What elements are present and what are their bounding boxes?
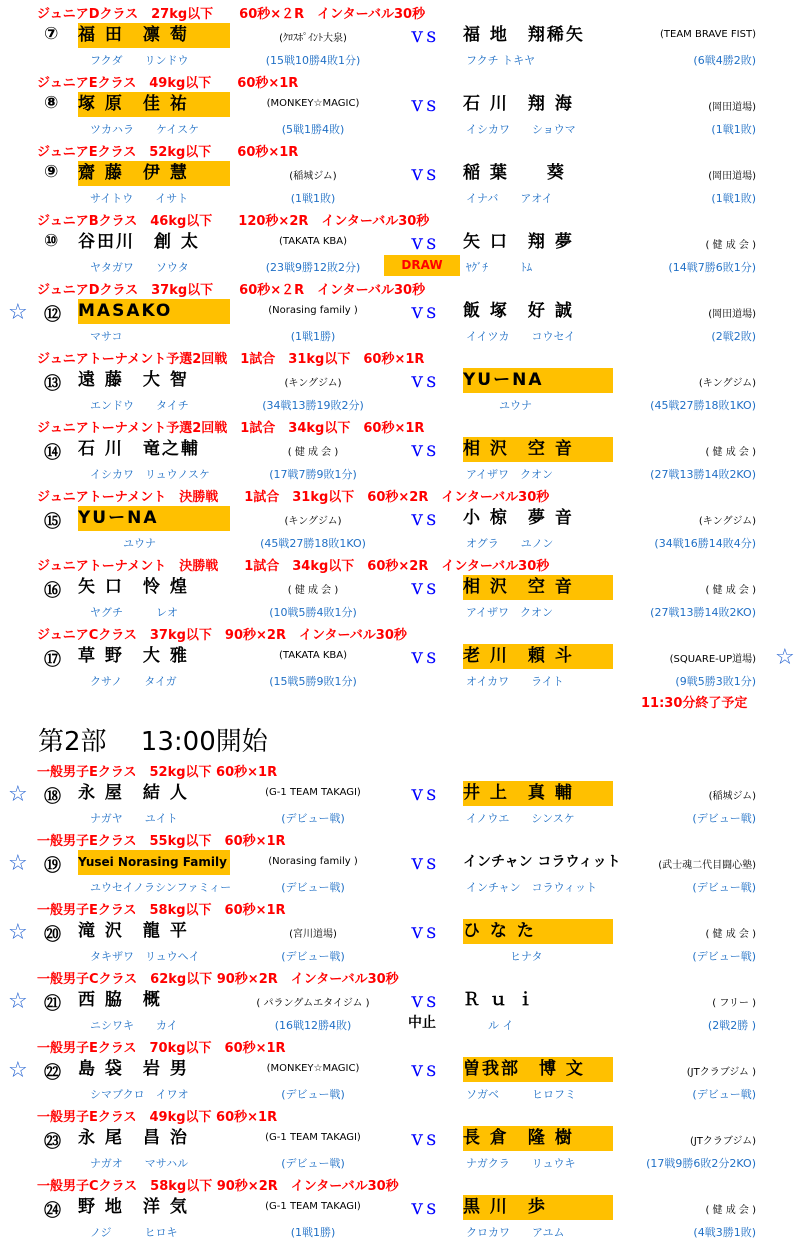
vs-label: ＶＳ xyxy=(410,582,438,598)
left-fighter-team: ( パラングムエタイジム ) xyxy=(256,998,370,1009)
left-fighter-kana: クサノ タイガ xyxy=(90,675,177,688)
right-fighter-name: 相 沢 空 音 xyxy=(463,575,613,600)
right-fighter-kana: イノウエ シンスケ xyxy=(466,812,575,825)
vs-label: ＶＳ xyxy=(410,237,438,253)
right-fighter-name: 井 上 真 輔 xyxy=(463,781,613,806)
left-fighter-kana: イシカワ リュウノスケ xyxy=(90,468,210,481)
right-fighter-name: 矢 口 翔 夢 xyxy=(463,232,574,252)
bout-number: ⑭ xyxy=(44,443,61,463)
left-fighter-team: (Norasing family ) xyxy=(268,856,358,867)
bout-row xyxy=(0,555,798,624)
result-label: DRAW xyxy=(384,255,460,276)
left-fighter-name: 遠 藤 大 智 xyxy=(78,370,189,390)
right-fighter-kana: フクチ トキヤ xyxy=(466,54,536,67)
bout-row xyxy=(0,1175,798,1244)
left-fighter-record: (45戦27勝18敗1KO) xyxy=(260,537,366,550)
bout-class-label: 一般男子Eクラス 52kg以下 60秒×1R xyxy=(37,765,278,780)
bout-class-label: 一般男子Eクラス 70kg以下 60秒×1R xyxy=(37,1041,286,1056)
bout-row xyxy=(0,279,798,348)
right-fighter-kana: イナバ アオイ xyxy=(466,192,553,205)
vs-label: ＶＳ xyxy=(410,995,438,1011)
right-fighter-name: 福 地 翔稀矢 xyxy=(463,25,585,45)
bout-number: ⑰ xyxy=(44,650,61,670)
left-fighter-name: 野 地 洋 気 xyxy=(78,1197,189,1217)
bout-row xyxy=(0,1037,798,1106)
vs-label: ＶＳ xyxy=(410,1202,438,1218)
vs-label: ＶＳ xyxy=(410,306,438,322)
left-fighter-record: (15戦10勝4敗1分) xyxy=(265,54,361,67)
right-fighter-team: (キングジム) xyxy=(698,516,756,527)
vs-label: ＶＳ xyxy=(410,1133,438,1149)
left-fighter-name: 矢 口 怜 煌 xyxy=(78,577,189,597)
right-fighter-kana: ナガクラ リュウキ xyxy=(466,1157,576,1170)
left-fighter-team: (TAKATA KBA) xyxy=(278,650,348,661)
vs-label: ＶＳ xyxy=(410,1064,438,1080)
bout-row xyxy=(0,486,798,555)
bout-row xyxy=(0,761,798,830)
section-title: 第2部 13:00開始 xyxy=(38,727,268,757)
bout-class-label: 一般男子Eクラス 49kg以下 60秒×1R xyxy=(37,1110,278,1125)
vs-label: ＶＳ xyxy=(410,857,438,873)
left-fighter-team: (ｸﾛｽﾎﾟｲﾝﾄ大泉) xyxy=(279,33,347,44)
left-fighter-record: (デビュー戦) xyxy=(281,1088,345,1101)
star-icon: ☆ xyxy=(8,851,28,876)
left-fighter-kana: シマブクロ イワオ xyxy=(90,1088,189,1101)
left-fighter-name: 永 屋 結 人 xyxy=(78,783,189,803)
bout-class-label: ジュニアトーナメント 決勝戦 1試合 31kg以下 60秒×2R インターバル30秒 xyxy=(37,490,550,505)
left-fighter-name: Yusei Norasing Family xyxy=(78,850,230,875)
bout-class-label: ジュニアDクラス 37kg以下 60秒×２R インターバル30秒 xyxy=(37,283,426,298)
right-fighter-team: ( 健 成 会 ) xyxy=(705,585,756,596)
left-fighter-kana: マサコ xyxy=(90,330,123,343)
vs-label: ＶＳ xyxy=(410,444,438,460)
left-fighter-record: (デビュー戦) xyxy=(281,1157,345,1170)
vs-label: ＶＳ xyxy=(410,99,438,115)
bout-row xyxy=(0,624,798,693)
left-fighter-name: 石 川 竜之輔 xyxy=(78,439,200,459)
left-fighter-name: 滝 沢 龍 平 xyxy=(78,921,189,941)
bout-row xyxy=(0,348,798,417)
bout-row xyxy=(0,899,798,968)
bout-row xyxy=(0,3,798,72)
right-fighter-team: ( 健 成 会 ) xyxy=(705,240,756,251)
bout-number: ⑦ xyxy=(44,24,59,44)
end-time-note: 11:30分終了予定 xyxy=(641,696,748,711)
right-fighter-name: ひ な た xyxy=(463,919,613,944)
right-fighter-name: 老 川 頼 斗 xyxy=(463,644,613,669)
bout-class-label: ジュニアトーナメント 決勝戦 1試合 34kg以下 60秒×2R インターバル30秒 xyxy=(37,559,550,574)
right-fighter-name: 小 椋 夢 音 xyxy=(463,508,574,528)
right-fighter-record: (2戦2勝 ) xyxy=(707,1019,756,1032)
right-fighter-name: 長 倉 隆 樹 xyxy=(463,1126,613,1151)
right-fighter-kana: ル イ xyxy=(466,1019,514,1032)
right-fighter-kana: アイザワ クオン xyxy=(466,468,554,481)
bout-number: ㉔ xyxy=(44,1201,61,1221)
left-fighter-kana: ツカハラ ケイスケ xyxy=(90,123,200,136)
right-fighter-record: (デビュー戦) xyxy=(692,812,756,825)
left-fighter-kana: サイトウ イサト xyxy=(90,192,189,205)
bout-class-label: 一般男子Eクラス 55kg以下 60秒×1R xyxy=(37,834,286,849)
right-fighter-team: (武士魂二代目闘心塾) xyxy=(658,860,756,871)
right-fighter-kana: アイザワ クオン xyxy=(466,606,554,619)
right-fighter-record: (6戦4勝2敗) xyxy=(693,54,756,67)
left-fighter-team: (G-1 TEAM TAKAGI) xyxy=(265,1201,361,1212)
right-fighter-record: (デビュー戦) xyxy=(692,950,756,963)
bout-number: ⑳ xyxy=(44,925,61,945)
right-fighter-record: (27戦13勝14敗2KO) xyxy=(650,468,756,481)
vs-label: ＶＳ xyxy=(410,788,438,804)
left-fighter-name: 塚 原 佳 祐 xyxy=(78,92,230,117)
left-fighter-team: (稲城ジム) xyxy=(289,171,337,182)
bout-class-label: ジュニアトーナメント予選2回戦 1試合 34kg以下 60秒×1R xyxy=(37,421,425,436)
bout-number: ⑩ xyxy=(44,231,59,251)
left-fighter-team: (宮川道場) xyxy=(289,929,337,940)
right-fighter-team: (SQUARE-UP道場) xyxy=(669,654,756,665)
left-fighter-kana: エンドウ タイチ xyxy=(90,399,189,412)
star-icon: ☆ xyxy=(8,300,28,325)
left-fighter-record: (16戦12勝4敗) xyxy=(274,1019,352,1032)
left-fighter-team: (TAKATA KBA) xyxy=(278,236,348,247)
right-fighter-record: (1戦1敗) xyxy=(711,192,756,205)
bout-class-label: ジュニアBクラス 46kg以下 120秒×2R インターバル30秒 xyxy=(37,214,430,229)
right-fighter-kana: オグラ ユノン xyxy=(466,537,554,550)
left-fighter-team: (Norasing family ) xyxy=(268,305,358,316)
right-fighter-name: 飯 塚 好 誠 xyxy=(463,301,574,321)
right-fighter-team: ( 健 成 会 ) xyxy=(705,447,756,458)
right-fighter-record: (デビュー戦) xyxy=(692,1088,756,1101)
right-fighter-kana: クロカワ アユム xyxy=(466,1226,565,1239)
left-fighter-record: (1戦1勝) xyxy=(290,1226,336,1239)
bout-number: ⑨ xyxy=(44,162,59,182)
vs-label: ＶＳ xyxy=(410,375,438,391)
vs-label: ＶＳ xyxy=(410,513,438,529)
right-fighter-team: (JTクラブジム ) xyxy=(686,1067,756,1078)
left-fighter-kana: ユウナ xyxy=(90,537,156,550)
star-icon: ☆ xyxy=(8,782,28,807)
bout-number: ⑫ xyxy=(44,305,61,325)
vs-label: ＶＳ xyxy=(410,651,438,667)
bout-class-label: 一般男子Cクラス 62kg以下 90秒×2R インターバル30秒 xyxy=(37,972,399,987)
left-fighter-team: (MONKEY☆MAGIC) xyxy=(266,1063,360,1074)
left-fighter-record: (デビュー戦) xyxy=(281,950,345,963)
left-fighter-team: ( 健 成 会 ) xyxy=(287,447,339,458)
result-label: 中止 xyxy=(408,1015,436,1031)
bout-number: ⑯ xyxy=(44,581,61,601)
left-fighter-team: (MONKEY☆MAGIC) xyxy=(266,98,360,109)
bout-number: ⑮ xyxy=(44,512,61,532)
star-icon: ☆ xyxy=(775,645,795,670)
left-fighter-record: (10戦5勝4敗1分) xyxy=(269,606,357,619)
right-fighter-team: ( フリー ) xyxy=(712,998,756,1009)
right-fighter-name: 曽我部 博 文 xyxy=(463,1057,613,1082)
bout-number: ㉑ xyxy=(44,994,61,1014)
right-fighter-kana: イイツカ コウセイ xyxy=(466,330,576,343)
right-fighter-name: YUーNA xyxy=(463,368,613,393)
left-fighter-name: 西 脇 概 xyxy=(78,990,162,1010)
left-fighter-record: (23戦9勝12敗2分) xyxy=(265,261,361,274)
left-fighter-kana: ニシワキ カイ xyxy=(90,1019,178,1032)
right-fighter-kana: ﾔｸﾞﾁ ﾄﾑ xyxy=(466,261,532,274)
bout-class-label: ジュニアDクラス 27kg以下 60秒×２R インターバル30秒 xyxy=(37,7,426,22)
right-fighter-name: インチャン コラウィット xyxy=(463,854,621,870)
right-fighter-kana: オイカワ ライト xyxy=(466,675,564,688)
right-fighter-team: (岡田道場) xyxy=(708,102,756,113)
right-fighter-kana: インチャン コラウィット xyxy=(466,881,598,894)
right-fighter-record: (9戦5勝3敗1分) xyxy=(675,675,756,688)
bout-number: ⑱ xyxy=(44,787,61,807)
right-fighter-team: (JTクラブジム) xyxy=(689,1136,756,1147)
bout-class-label: ジュニアEクラス 52kg以下 60秒×1R xyxy=(37,145,299,160)
right-fighter-name: 相 沢 空 音 xyxy=(463,437,613,462)
left-fighter-record: (5戦1勝4敗) xyxy=(281,123,345,136)
right-fighter-team: (岡田道場) xyxy=(708,309,756,320)
left-fighter-name: 谷田川 創 太 xyxy=(78,232,200,252)
bout-row xyxy=(0,1106,798,1175)
left-fighter-name: 福 田 凛 萄 xyxy=(78,23,230,48)
right-fighter-record: (デビュー戦) xyxy=(692,881,756,894)
left-fighter-name: 草 野 大 雅 xyxy=(78,646,189,666)
left-fighter-team: (キングジム) xyxy=(284,378,342,389)
bout-row xyxy=(0,968,798,1037)
star-icon: ☆ xyxy=(8,1058,28,1083)
bout-row xyxy=(0,210,798,279)
vs-label: ＶＳ xyxy=(410,926,438,942)
left-fighter-record: (17戦7勝9敗1分) xyxy=(269,468,357,481)
right-fighter-name: 黒 川 歩 xyxy=(463,1195,613,1220)
bout-class-label: 一般男子Cクラス 58kg以下 90秒×2R インターバル30秒 xyxy=(37,1179,399,1194)
right-fighter-record: (17戦9勝6敗2分2KO) xyxy=(646,1157,756,1170)
left-fighter-record: (デビュー戦) xyxy=(281,812,345,825)
right-fighter-name: 石 川 翔 海 xyxy=(463,94,574,114)
right-fighter-record: (2戦2敗) xyxy=(711,330,756,343)
left-fighter-team: (G-1 TEAM TAKAGI) xyxy=(265,787,361,798)
left-fighter-record: (34戦13勝19敗2分) xyxy=(262,399,364,412)
left-fighter-record: (1戦1敗) xyxy=(290,192,336,205)
bout-class-label: ジュニアEクラス 49kg以下 60秒×1R xyxy=(37,76,299,91)
right-fighter-record: (4戦3勝1敗) xyxy=(693,1226,756,1239)
bout-row xyxy=(0,141,798,210)
right-fighter-kana: ヒナタ xyxy=(466,950,543,963)
bout-number: ㉒ xyxy=(44,1063,61,1083)
bout-number: ㉓ xyxy=(44,1132,61,1152)
left-fighter-record: (1戦1勝) xyxy=(290,330,336,343)
left-fighter-kana: ナガヤ ユイト xyxy=(90,812,178,825)
left-fighter-name: 永 尾 昌 治 xyxy=(78,1128,189,1148)
left-fighter-kana: ヤグチ レオ xyxy=(90,606,178,619)
left-fighter-team: ( 健 成 会 ) xyxy=(287,585,339,596)
right-fighter-team: (キングジム) xyxy=(698,378,756,389)
bout-class-label: ジュニアCクラス 37kg以下 90秒×2R インターバル30秒 xyxy=(37,628,407,643)
star-icon: ☆ xyxy=(8,920,28,945)
left-fighter-kana: ノジ ヒロキ xyxy=(90,1226,178,1239)
left-fighter-name: MASAKO xyxy=(78,299,230,324)
left-fighter-name: 齋 藤 伊 慧 xyxy=(78,161,230,186)
right-fighter-team: ( 健 成 会 ) xyxy=(705,1205,756,1216)
left-fighter-name: 島 袋 岩 男 xyxy=(78,1059,189,1079)
bout-class-label: ジュニアトーナメント予選2回戦 1試合 31kg以下 60秒×1R xyxy=(37,352,425,367)
left-fighter-team: (キングジム) xyxy=(284,516,342,527)
right-fighter-kana: ソガベ ヒロフミ xyxy=(466,1088,576,1101)
right-fighter-record: (45戦27勝18敗1KO) xyxy=(650,399,756,412)
right-fighter-team: (岡田道場) xyxy=(708,171,756,182)
right-fighter-record: (34戦16勝14敗4分) xyxy=(654,537,756,550)
left-fighter-kana: ユウセイノラシンファミィー xyxy=(90,881,232,894)
left-fighter-kana: フクダ リンドウ xyxy=(90,54,189,67)
bout-class-label: 一般男子Eクラス 58kg以下 60秒×1R xyxy=(37,903,286,918)
star-icon: ☆ xyxy=(8,989,28,1014)
vs-label: ＶＳ xyxy=(410,30,438,46)
left-fighter-name: YUーNA xyxy=(78,506,230,531)
left-fighter-kana: タキザワ リュウヘイ xyxy=(90,950,200,963)
right-fighter-record: (14戦7勝6敗1分) xyxy=(668,261,756,274)
right-fighter-record: (1戦1敗) xyxy=(711,123,756,136)
right-fighter-name: Ｒ ｕ ｉ xyxy=(463,990,536,1010)
right-fighter-team: ( 健 成 会 ) xyxy=(705,929,756,940)
bout-number: ⑧ xyxy=(44,93,59,113)
right-fighter-name: 稲 葉 葵 xyxy=(463,163,566,183)
right-fighter-kana: ユウナ xyxy=(466,399,532,412)
right-fighter-team: (TEAM BRAVE FIST) xyxy=(660,29,756,40)
vs-label: ＶＳ xyxy=(410,168,438,184)
left-fighter-record: (15戦5勝9敗1分) xyxy=(269,675,357,688)
left-fighter-record: (デビュー戦) xyxy=(281,881,345,894)
left-fighter-team: (G-1 TEAM TAKAGI) xyxy=(265,1132,361,1143)
right-fighter-team: (稲城ジム) xyxy=(708,791,756,802)
left-fighter-kana: ヤタガワ ソウタ xyxy=(90,261,189,274)
right-fighter-kana: イシカワ ショウマ xyxy=(466,123,576,136)
bout-number: ⑲ xyxy=(44,856,61,876)
right-fighter-record: (27戦13勝14敗2KO) xyxy=(650,606,756,619)
bout-number: ⑬ xyxy=(44,374,61,394)
bout-row xyxy=(0,417,798,486)
left-fighter-kana: ナガオ マサハル xyxy=(90,1157,189,1170)
bout-row xyxy=(0,72,798,141)
bout-row xyxy=(0,830,798,899)
